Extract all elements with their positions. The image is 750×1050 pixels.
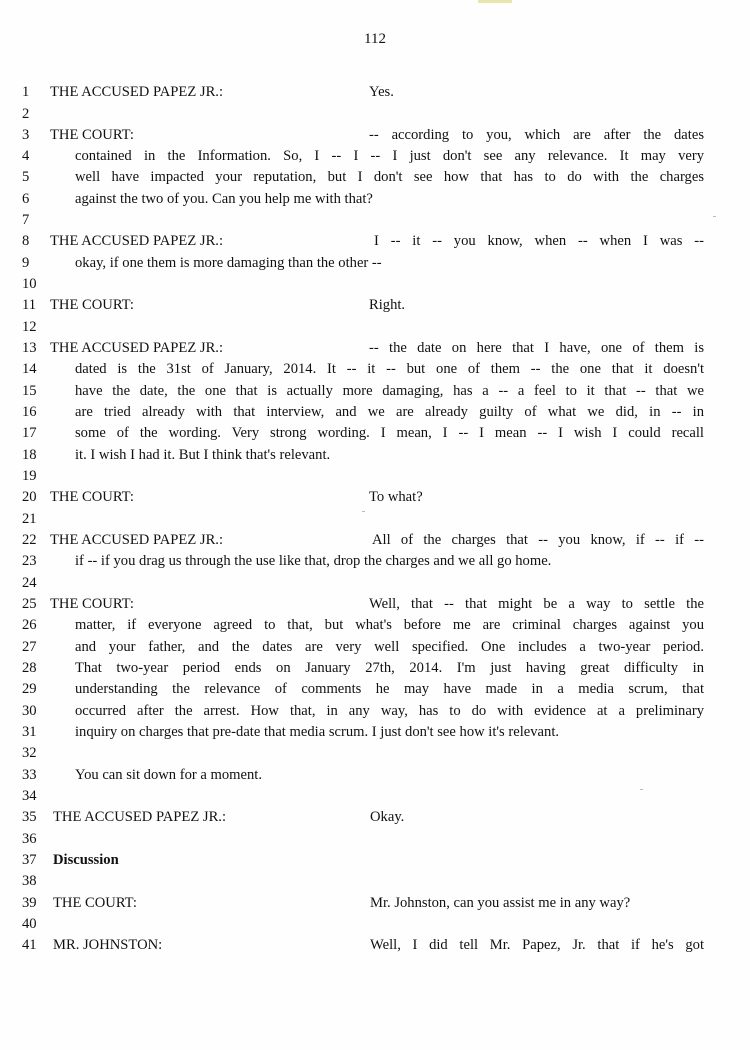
transcript-line	[0, 295, 750, 316]
speech-text: To what?	[369, 489, 423, 505]
transcript-line	[0, 551, 750, 572]
transcript-line	[0, 82, 750, 103]
transcript-line	[0, 573, 750, 594]
transcript-line	[0, 914, 750, 935]
speech-text: contained in the Information. So, I -- I -- I just don't see any relevance. It may very	[75, 148, 704, 164]
line-number: 31	[22, 724, 37, 740]
speech-text: well have impacted your reputation, but I don't see how that has to do with the charges	[75, 169, 704, 185]
transcript-line	[0, 146, 750, 167]
speaker-label: THE COURT:	[50, 126, 134, 143]
line-number: 17	[22, 425, 37, 441]
line-number: 9	[22, 254, 30, 271]
line-number: 28	[22, 660, 37, 676]
speaker-label: MR. JOHNSTON:	[53, 937, 163, 953]
line-number: 20	[22, 489, 37, 505]
line-number: 18	[22, 446, 37, 463]
line-number: 26	[22, 617, 37, 633]
transcript-line	[0, 423, 750, 444]
line-number: 14	[22, 361, 37, 377]
speech-text: Okay.	[370, 809, 405, 825]
speaker-label: THE ACCUSED PAPEZ JR.:	[50, 340, 224, 356]
line-number: 6	[22, 190, 30, 207]
speech-text: and your father, and the dates are very well specified. One includes a two-year period.	[75, 638, 704, 655]
transcript-line	[0, 104, 750, 125]
scan-speck	[640, 789, 643, 790]
line-number: 5	[22, 169, 30, 185]
speaker-label: THE ACCUSED PAPEZ JR.:	[50, 233, 224, 249]
line-number: 32	[22, 745, 37, 761]
transcript-line	[0, 167, 750, 188]
line-number: 16	[22, 404, 37, 420]
line-number: 11	[22, 297, 37, 313]
line-number: 34	[22, 788, 37, 804]
transcript-line	[0, 935, 750, 956]
transcript-line	[0, 765, 750, 786]
transcript-line	[0, 786, 750, 807]
line-number: 10	[22, 276, 37, 292]
scan-mark	[478, 0, 512, 3]
speech-text: some of the wording. Very strong wording. I mean, I -- I mean -- I wish I could recall	[75, 425, 704, 441]
line-number: 2	[22, 105, 30, 122]
transcript-line	[0, 871, 750, 892]
transcript-line	[0, 893, 750, 914]
transcript-line	[0, 594, 750, 615]
transcript-line	[0, 125, 750, 146]
line-number: 21	[22, 510, 37, 527]
speaker-label: THE COURT:	[50, 489, 134, 505]
line-number: 39	[22, 894, 37, 911]
transcript-line	[0, 466, 750, 487]
section-heading: Discussion	[53, 852, 119, 868]
speech-text: have the date, the one that is actually more damaging, has a -- a feel to it that -- that we	[75, 382, 704, 399]
speech-text: are tried already with that interview, and we are already guilty of what we did, in -- in	[75, 404, 704, 420]
line-number: 12	[22, 318, 37, 335]
speaker-label: THE ACCUSED PAPEZ JR.:	[50, 532, 224, 548]
scan-speck	[713, 216, 716, 217]
speech-text: Right.	[369, 297, 406, 313]
line-number: 37	[22, 852, 37, 868]
transcript-line	[0, 637, 750, 658]
line-number: 38	[22, 873, 37, 889]
transcript-line	[0, 530, 750, 551]
transcript-line	[0, 231, 750, 252]
speech-text: -- the date on here that I have, one of them is	[369, 340, 704, 356]
transcript-line	[0, 658, 750, 679]
transcript-line	[0, 189, 750, 210]
transcript-line	[0, 679, 750, 700]
speech-text: You can sit down for a moment.	[75, 766, 263, 783]
line-number: 41	[22, 937, 37, 953]
speech-text: Mr. Johnston, can you assist me in any way?	[370, 894, 631, 911]
speaker-label: THE ACCUSED PAPEZ JR.:	[53, 809, 227, 825]
speech-text: Yes.	[369, 84, 394, 100]
line-number: 3	[22, 126, 30, 143]
speech-text: okay, if one them is more damaging than the other --	[75, 254, 382, 271]
line-number: 36	[22, 830, 37, 847]
line-number: 40	[22, 916, 37, 932]
transcript-line	[0, 829, 750, 850]
line-number: 24	[22, 574, 37, 591]
transcript-line	[0, 615, 750, 636]
speech-text: it. I wish I had it. But I think that's relevant.	[75, 446, 331, 463]
transcript-line	[0, 253, 750, 274]
speech-text: occurred after the arrest. How that, in any way, has to do with evidence at a preliminary	[75, 702, 704, 719]
line-number: 15	[22, 382, 37, 399]
speaker-label: THE COURT:	[53, 894, 137, 911]
line-number: 25	[22, 596, 37, 612]
speech-text: matter, if everyone agreed to that, but what's before me are criminal charges against you	[75, 617, 704, 633]
speech-text: if -- if you drag us through the use like that, drop the charges and we all go home.	[75, 553, 552, 569]
line-number: 19	[22, 468, 37, 484]
line-number: 7	[22, 212, 30, 228]
line-number: 22	[22, 532, 37, 548]
transcript-line	[0, 359, 750, 380]
scan-speck	[362, 511, 365, 512]
transcript-line	[0, 381, 750, 402]
speaker-label: THE COURT:	[50, 297, 134, 313]
speech-text: Well, I did tell Mr. Papez, Jr. that if he's got	[370, 937, 704, 953]
speech-text: I -- it -- you know, when -- when I was --	[374, 233, 704, 249]
transcript-line	[0, 850, 750, 871]
line-number: 27	[22, 638, 37, 655]
line-number: 35	[22, 809, 37, 825]
transcript-line	[0, 722, 750, 743]
line-number: 23	[22, 553, 37, 569]
transcript-line	[0, 487, 750, 508]
line-number: 8	[22, 233, 30, 249]
speech-text: All of the charges that -- you know, if -- if --	[372, 532, 704, 548]
line-number: 1	[22, 84, 30, 100]
line-number: 29	[22, 681, 37, 697]
speech-text: That two-year period ends on January 27th, 2014. I'm just having great difficulty in	[75, 660, 704, 676]
transcript-line	[0, 402, 750, 423]
speech-text: Well, that -- that might be a way to settle the	[369, 596, 704, 612]
line-number: 4	[22, 148, 30, 164]
transcript-line	[0, 807, 750, 828]
transcript-line	[0, 338, 750, 359]
transcript-line	[0, 509, 750, 530]
transcript-line	[0, 210, 750, 231]
transcript-line	[0, 743, 750, 764]
speaker-label: THE COURT:	[50, 596, 134, 612]
speech-text: -- according to you, which are after the dates	[369, 126, 704, 143]
speech-text: dated is the 31st of January, 2014. It -- it -- but one of them -- the one that it doesn't	[75, 361, 704, 377]
line-number: 13	[22, 340, 37, 356]
speaker-label: THE ACCUSED PAPEZ JR.:	[50, 84, 224, 100]
line-number: 30	[22, 702, 37, 719]
speech-text: against the two of you. Can you help me with that?	[75, 190, 373, 207]
speech-text: inquiry on charges that pre-date that media scrum. I just don't see how it's relevant.	[75, 724, 560, 740]
transcript-line	[0, 445, 750, 466]
transcript-line	[0, 317, 750, 338]
speech-text: understanding the relevance of comments he may have made in a media scrum, that	[75, 681, 704, 697]
transcript-line	[0, 274, 750, 295]
transcript-line	[0, 701, 750, 722]
page-number: 112	[364, 31, 386, 47]
line-number: 33	[22, 766, 37, 783]
